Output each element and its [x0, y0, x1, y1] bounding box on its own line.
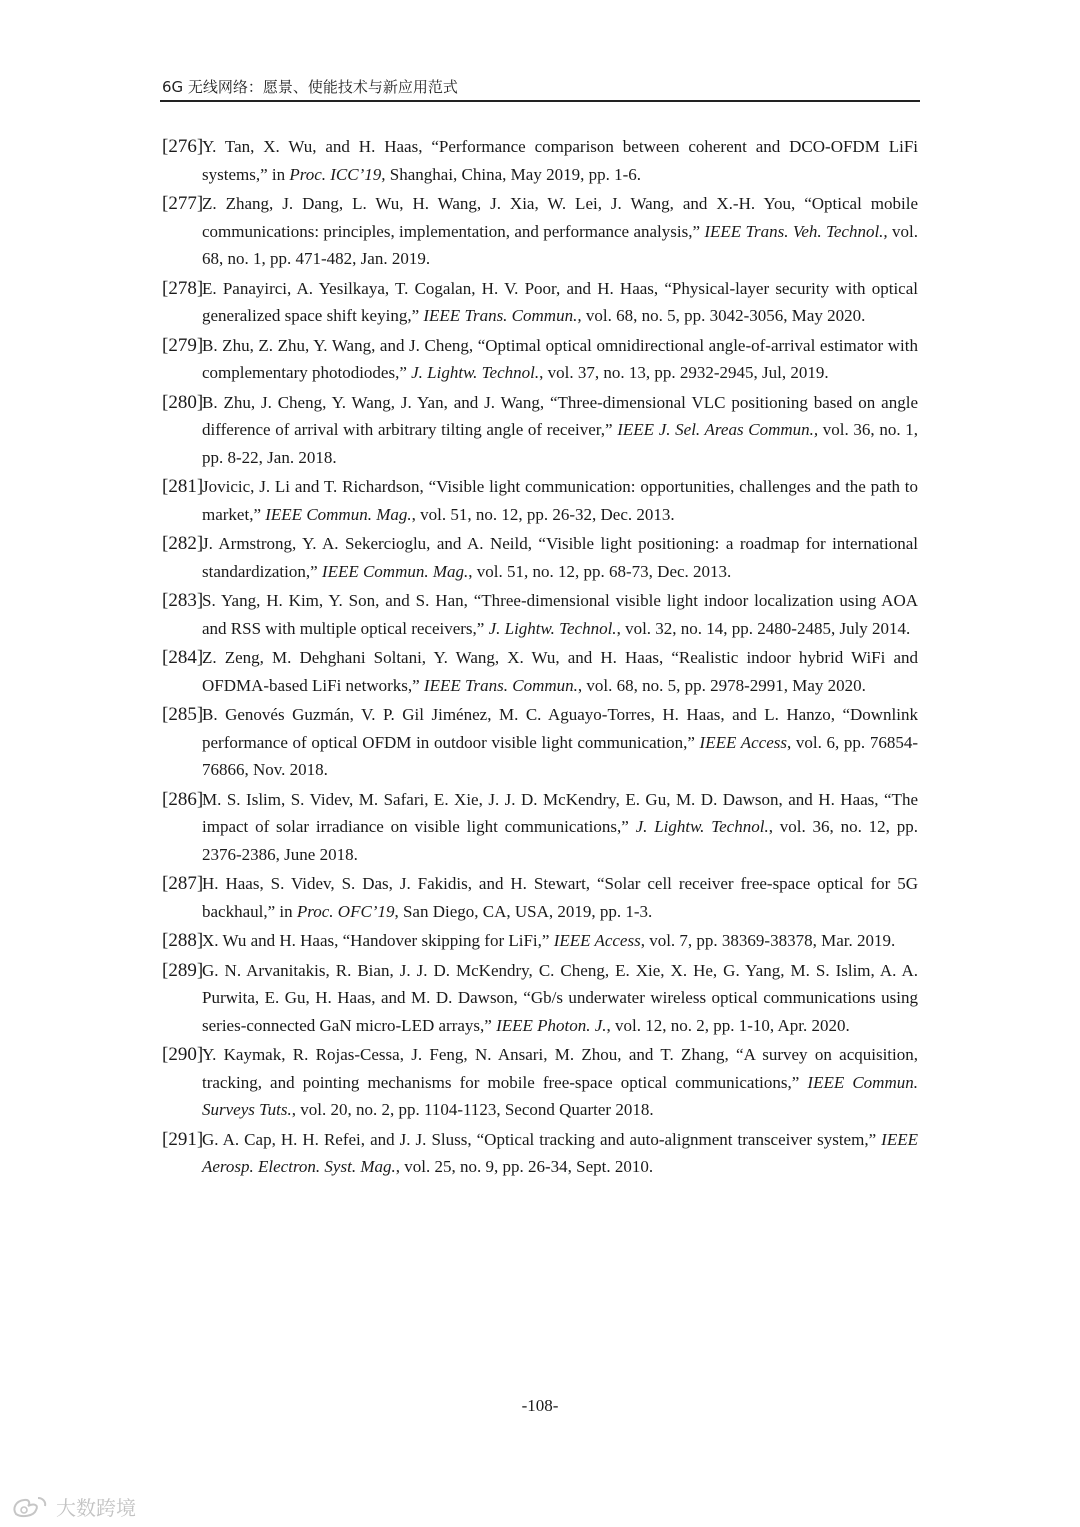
reference-number: [276] [162, 136, 204, 157]
reference-item [162, 1041, 918, 1124]
reference-authors-title: X. Wu and H. Haas, “Handover skipping for LiFi,” [202, 931, 554, 951]
reference-item [162, 644, 918, 699]
reference-details: , vol. 32, no. 14, pp. 2480-2485, July 2014. [616, 618, 911, 638]
reference-number: [285] [162, 704, 204, 726]
reference-venue: IEEE Commun. Mag. [265, 504, 412, 524]
watermark [10, 1492, 136, 1521]
reference-number: [283] [162, 590, 204, 612]
reference-authors-title: M. S. Islim, S. Videv, M. Safari, E. Xie, J. J. D. McKendry, E. Gu, M. D. Dawson, and H. Haas, “The impact of solar irradiance on visible light communications,” [202, 789, 918, 837]
reference-item [162, 587, 918, 642]
reference-item [162, 530, 918, 585]
reference-authors-title: Y. Kaymak, R. Rojas-Cessa, J. Feng, N. Ansari, M. Zhou, and T. Zhang, “A survey on acquisition, tracking, and pointing mechanisms for mobile free-space optical communications,” [202, 1045, 918, 1092]
reference-number: [281] [162, 476, 204, 498]
reference-authors-title: B. Zhu, Z. Zhu, Y. Wang, and J. Cheng, “Optimal optical omnidirectional angle-of-arrival estimator with complementary photodiodes,” [202, 335, 918, 383]
reference-authors-title: Z. Zhang, J. Dang, L. Wu, H. Wang, J. Xia, W. Lei, J. Wang, and X.-H. You, “Optical mobile communications: principles, implementation, and performance analysis,” [202, 193, 918, 241]
reference-list [162, 133, 918, 1183]
reference-authors-title: E. Panayirci, A. Yesilkaya, T. Cogalan, H. V. Poor, and H. Haas, “Physical-layer security with optical generalized space shift keying,” [202, 278, 918, 326]
reference-venue: IEEE J. Sel. Areas Commun., [617, 420, 819, 440]
reference-details: , vol. 25, no. 9, pp. 26-34, Sept. 2010. [395, 1157, 654, 1177]
weibo-icon [10, 1494, 50, 1520]
reference-venue: J. Lightw. Technol. [635, 817, 769, 837]
reference-venue: J. Lightw. Technol. [488, 618, 617, 638]
reference-venue: IEEE Access [699, 732, 787, 752]
reference-venue: Proc. ICC’19, [289, 164, 386, 184]
reference-details: , vol. 36, no. 12, pp. 2376-2386, June 2018. [202, 817, 918, 864]
reference-item [162, 332, 918, 387]
reference-item [162, 190, 918, 273]
reference-details: , vol. 37, no. 13, pp. 2932-2945, Jul, 2019. [539, 363, 829, 383]
page-number: -108- [521, 1396, 559, 1415]
reference-number: [289] [162, 959, 204, 981]
reference-venue: IEEE Photon. J. [496, 1015, 607, 1035]
reference-authors-title: G. A. Cap, H. H. Refei, and J. J. Sluss, “Optical tracking and auto-alignment transceiver system,” [202, 1129, 882, 1149]
reference-item [162, 1126, 918, 1181]
reference-venue: IEEE Commun. Surveys Tuts. [202, 1072, 918, 1120]
watermark-text: 大数跨境 [56, 1496, 136, 1520]
reference-details: , San Diego, CA, USA, 2019, pp. 1-3. [394, 901, 653, 921]
reference-details: , vol. 68, no. 5, pp. 2978-2991, May 2020. [577, 675, 866, 695]
reference-number: [282] [162, 533, 204, 555]
reference-number: [291] [162, 1128, 204, 1150]
reference-venue: IEEE Access [553, 931, 641, 951]
reference-authors-title: H. Haas, S. Videv, S. Das, J. Fakidis, and H. Stewart, “Solar cell receiver free-space optical for 5G backhaul,” in [202, 874, 918, 921]
reference-details: Shanghai, China, May 2019, pp. 1-6. [385, 164, 641, 184]
reference-item [162, 275, 918, 330]
reference-number: [278] [162, 277, 204, 299]
reference-details: , vol. 6, pp. 76854-76866, Nov. 2018. [202, 732, 918, 780]
reference-item [162, 473, 918, 528]
reference-authors-title: Jovicic, J. Li and T. Richardson, “Visible light communication: opportunities, challenges and the path to market,” [202, 477, 918, 524]
reference-item [162, 389, 918, 472]
reference-authors-title: S. Yang, H. Kim, Y. Son, and S. Han, “Three-dimensional visible light indoor localization using AOA and RSS with multiple optical receivers,” [202, 591, 918, 638]
reference-number: [284] [162, 647, 204, 669]
reference-number: [288] [162, 930, 204, 952]
reference-venue: IEEE Trans. Commun., [423, 306, 582, 326]
reference-details: vol. 68, no. 1, pp. 471-482, Jan. 2019. [202, 221, 918, 269]
reference-item [162, 927, 918, 955]
reference-details: vol. 36, no. 1, pp. 8-22, Jan. 2018. [202, 420, 918, 467]
reference-authors-title: B. Genovés Guzmán, V. P. Gil Jiménez, M. C. Aguayo-Torres, H. Haas, and L. Hanzo, “Downlink performance of optical OFDM in outdoor visible light communication,” [202, 705, 918, 752]
reference-item [162, 701, 918, 784]
reference-number: [279] [162, 334, 204, 356]
reference-venue: IEEE Trans. Veh. Technol., [704, 221, 888, 241]
reference-authors-title: B. Zhu, J. Cheng, Y. Wang, J. Yan, and J. Wang, “Three-dimensional VLC positioning based on angle difference of arrival with arbitrary tilting angle of receiver,” [202, 392, 918, 440]
reference-details: , vol. 12, no. 2, pp. 1-10, Apr. 2020. [606, 1015, 850, 1035]
reference-authors-title: J. Armstrong, Y. A. Sekercioglu, and A. Neild, “Visible light positioning: a roadmap for international standardization,” [202, 534, 918, 581]
reference-number: [286] [162, 788, 204, 810]
running-title: 6G 无线网络：愿景、使能技术与新应用范式 [162, 78, 458, 96]
reference-details: , vol. 20, no. 2, pp. 1104-1123, Second Quarter 2018. [291, 1100, 654, 1120]
reference-venue: IEEE Trans. Commun. [423, 675, 578, 695]
reference-venue: J. Lightw. Technol. [411, 363, 540, 383]
reference-authors-title: G. N. Arvanitakis, R. Bian, J. J. D. McKendry, C. Cheng, E. Xie, X. He, G. Yang, M. S. Islim, A. A. Purwita, E. Gu, H. Haas, and M. D. Dawson, “Gb/s underwater wireless optical communications using series-connected GaN micro-LED arrays,” [202, 960, 918, 1035]
reference-venue: IEEE Commun. Mag. [321, 561, 469, 581]
reference-item [162, 957, 918, 1040]
reference-details: , vol. 51, no. 12, pp. 26-32, Dec. 2013. [411, 504, 675, 524]
reference-authors-title: Y. Tan, X. Wu, and H. Haas, “Performance comparison between coherent and DCO-OFDM LiFi systems,” in [202, 137, 918, 184]
reference-venue: Proc. OFC’19 [296, 901, 395, 921]
reference-number: [287] [162, 873, 204, 895]
reference-number: [280] [162, 391, 204, 413]
reference-details: vol. 68, no. 5, pp. 3042-3056, May 2020. [581, 306, 866, 326]
reference-authors-title: Z. Zeng, M. Dehghani Soltani, Y. Wang, X. Wu, and H. Haas, “Realistic indoor hybrid WiFi and OFDMA-based LiFi networks,” [202, 648, 918, 695]
reference-details: , vol. 7, pp. 38369-38378, Mar. 2019. [640, 931, 896, 951]
reference-venue: IEEE Aerosp. Electron. Syst. Mag. [202, 1129, 918, 1177]
reference-item [162, 133, 918, 188]
reference-details: , vol. 51, no. 12, pp. 68-73, Dec. 2013. [468, 561, 732, 581]
reference-item [162, 870, 918, 925]
reference-item [162, 786, 918, 869]
header-rule [160, 100, 920, 102]
reference-number: [277] [162, 192, 204, 214]
reference-number: [290] [162, 1044, 204, 1066]
